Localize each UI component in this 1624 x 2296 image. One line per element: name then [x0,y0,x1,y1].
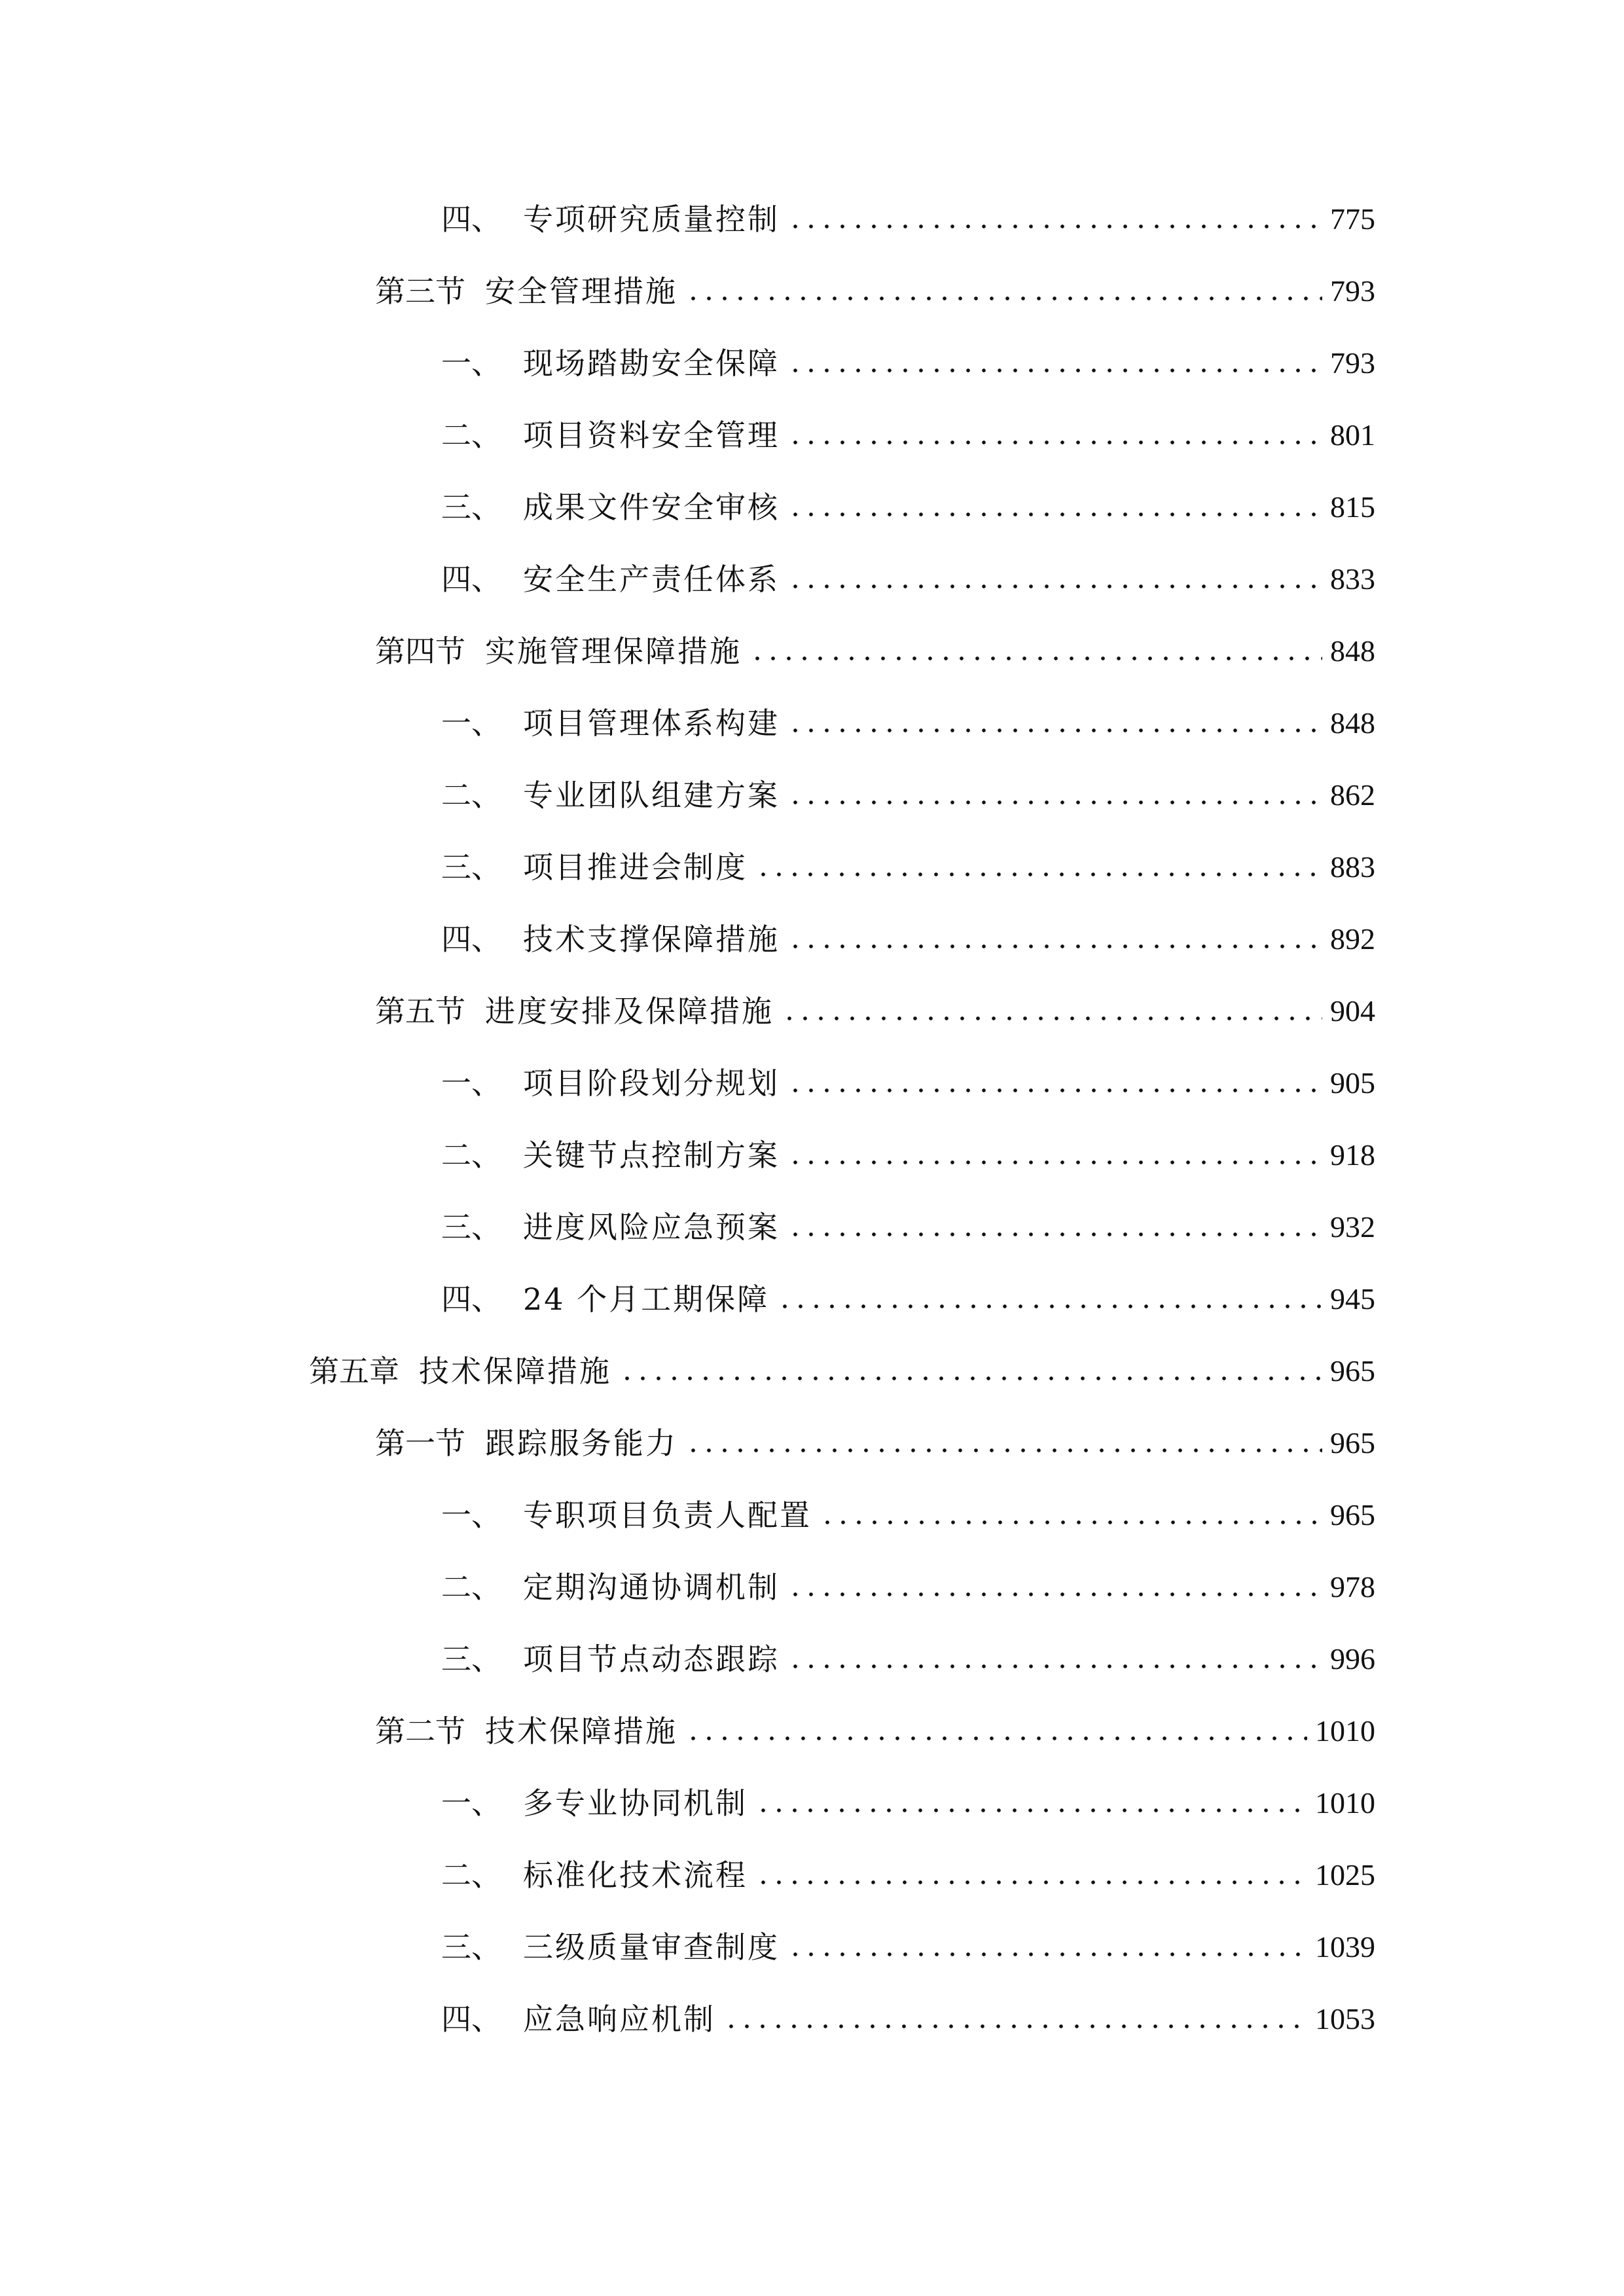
toc-entry-number: 四、 [441,202,501,237]
toc-entry-page: 1010 [1315,1714,1375,1748]
toc-entry-number: 一、 [441,1066,501,1101]
toc-entry-page: 996 [1330,1642,1375,1676]
dot-leader [787,726,1322,734]
toc-entry-number: 三、 [441,490,501,525]
toc-entry-number: 二、 [441,1857,501,1893]
toc-entry-page: 892 [1330,922,1375,956]
toc-entry-page: 904 [1330,994,1375,1028]
toc-entry-page: 945 [1330,1282,1375,1316]
toc-entry[interactable] [441,769,1375,821]
toc-entry-page: 1039 [1315,1930,1375,1964]
toc-entry-page: 775 [1330,202,1375,236]
dot-leader [685,295,1322,302]
dot-leader [787,223,1322,230]
dot-leader [782,1014,1322,1022]
toc-entry-title: 三级质量审查制度 [523,1929,780,1965]
dot-leader [755,870,1322,878]
toc-entry-number: 三、 [441,1929,501,1965]
toc-entry-number: 四、 [441,2001,501,2037]
toc-entry-number: 二、 [441,1138,501,1173]
toc-entry-number: 第三节 [375,274,465,309]
toc-entry-title: 现场踏勘安全保障 [523,346,780,381]
toc-entry-number: 一、 [441,706,501,741]
toc-entry-number: 第二节 [375,1713,465,1749]
toc-entry-page: 1025 [1315,1858,1375,1892]
toc-entry-page: 883 [1330,850,1375,884]
toc-entry[interactable] [441,913,1375,965]
toc-entry-page: 793 [1330,274,1375,308]
dot-leader [787,367,1322,374]
toc-entry-title: 进度风险应急预案 [523,1210,780,1245]
toc-entry[interactable] [441,481,1375,533]
dot-leader [749,655,1322,662]
dot-leader [787,439,1322,446]
toc-entry[interactable] [441,1849,1375,1901]
toc-entry-page: 918 [1330,1138,1375,1172]
toc-entry-number: 四、 [441,1282,501,1317]
toc-entry-title: 应急响应机制 [523,2001,715,2037]
toc-entry-page: 815 [1330,490,1375,524]
toc-entry[interactable] [441,841,1375,893]
toc-entry-title: 成果文件安全审核 [523,490,780,525]
toc-entry-title: 项目资料安全管理 [523,418,780,453]
toc-entry[interactable] [441,409,1375,461]
toc-entry-page: 965 [1330,1498,1375,1532]
toc-entry-page: 848 [1330,706,1375,740]
toc-entry-title: 技术支撑保障措施 [523,922,780,957]
toc-entry-page: 965 [1330,1354,1375,1388]
toc-entry-title: 专职项目负责人配置 [523,1498,812,1533]
toc-entry-title: 专业团队组建方案 [523,778,780,813]
toc-entry-page: 833 [1330,562,1375,596]
toc-entry[interactable] [441,1561,1375,1613]
toc-entry[interactable] [441,1777,1375,1829]
toc-entry[interactable] [441,1201,1375,1253]
toc-entry-title: 安全管理措施 [485,274,677,309]
toc-entry-page: 905 [1330,1066,1375,1100]
toc-entry-number: 四、 [441,922,501,957]
toc-entry-number: 一、 [441,1498,501,1533]
toc-entry-page: 1053 [1315,2002,1375,2036]
toc-entry[interactable] [375,985,1375,1037]
toc-entry[interactable] [441,697,1375,749]
toc-entry[interactable] [441,337,1375,389]
toc-entry-page: 932 [1330,1210,1375,1244]
toc-entry-number: 二、 [441,1570,501,1605]
toc-entry-number: 一、 [441,1785,501,1821]
toc-entry-number: 三、 [441,1210,501,1245]
dot-leader [787,1950,1307,1958]
toc-entry-title: 项目管理体系构建 [523,706,780,741]
toc-entry-page: 1010 [1315,1786,1375,1820]
toc-entry-title: 实施管理保障措施 [485,634,742,669]
dot-leader [787,1230,1322,1238]
toc-entry-page: 793 [1330,346,1375,380]
toc-entry-title: 关键节点控制方案 [523,1138,780,1173]
toc-entry[interactable] [375,1705,1375,1757]
toc-entry-title: 专项研究质量控制 [523,202,780,237]
dot-leader [787,583,1322,590]
toc-entry-page: 978 [1330,1570,1375,1604]
toc-entry-title: 技术保障措施 [485,1713,677,1749]
toc-entry[interactable] [441,553,1375,605]
toc-entry-title: 标准化技术流程 [523,1857,748,1893]
dot-leader [755,1878,1307,1886]
toc-entry[interactable] [441,1921,1375,1973]
toc-entry[interactable] [375,265,1375,317]
toc-entry-number: 第一节 [375,1426,465,1461]
toc-entry-number: 四、 [441,562,501,597]
dot-leader [787,511,1322,518]
toc-entry-number: 一、 [441,346,501,381]
toc-entry-page: 848 [1330,634,1375,668]
dot-leader [777,1302,1322,1310]
dot-leader [787,1590,1322,1598]
toc-entry-title: 定期沟通协调机制 [523,1570,780,1605]
toc-entry-number: 第四节 [375,634,465,669]
toc-entry[interactable] [441,1489,1375,1541]
toc-entry-number: 第五章 [309,1354,399,1389]
toc-entry-title: 技术保障措施 [419,1354,611,1389]
toc-entry[interactable] [441,1633,1375,1685]
toc-entry-title: 24 个月工期保障 [523,1282,770,1317]
dot-leader [787,798,1322,806]
dot-leader [723,2022,1307,2030]
dot-leader [787,1086,1322,1094]
toc-entry-number: 二、 [441,778,501,813]
dot-leader [619,1374,1322,1382]
dot-leader [685,1446,1322,1454]
dot-leader [685,1734,1307,1742]
dot-leader [755,1806,1307,1814]
toc-entry-title: 项目阶段划分规划 [523,1066,780,1101]
toc-entry-number: 二、 [441,418,501,453]
toc-entry-title: 安全生产责任体系 [523,562,780,597]
toc-entry-title: 进度安排及保障措施 [485,994,774,1029]
dot-leader [820,1518,1322,1526]
toc-entry[interactable] [309,1345,1375,1397]
toc-entry-title: 多专业协同机制 [523,1785,748,1821]
toc-entry-number: 三、 [441,850,501,885]
toc-entry-title: 项目推进会制度 [523,850,748,885]
toc-entry-page: 801 [1330,418,1375,452]
toc-entry[interactable] [441,1057,1375,1109]
toc-entry-title: 项目节点动态跟踪 [523,1641,780,1677]
toc-entry[interactable] [441,1993,1375,2045]
toc-entry-title: 跟踪服务能力 [485,1426,677,1461]
toc-entry[interactable] [441,193,1375,245]
toc-entry-number: 第五节 [375,994,465,1029]
toc-entry[interactable] [441,1129,1375,1181]
dot-leader [787,1662,1322,1670]
dot-leader [787,942,1322,950]
toc-entry-page: 862 [1330,778,1375,812]
dot-leader [787,1158,1322,1166]
toc-entry[interactable] [375,625,1375,677]
toc-entry[interactable] [375,1417,1375,1469]
toc-entry[interactable] [441,1273,1375,1325]
toc-entry-number: 三、 [441,1641,501,1677]
toc-entry-page: 965 [1330,1426,1375,1460]
